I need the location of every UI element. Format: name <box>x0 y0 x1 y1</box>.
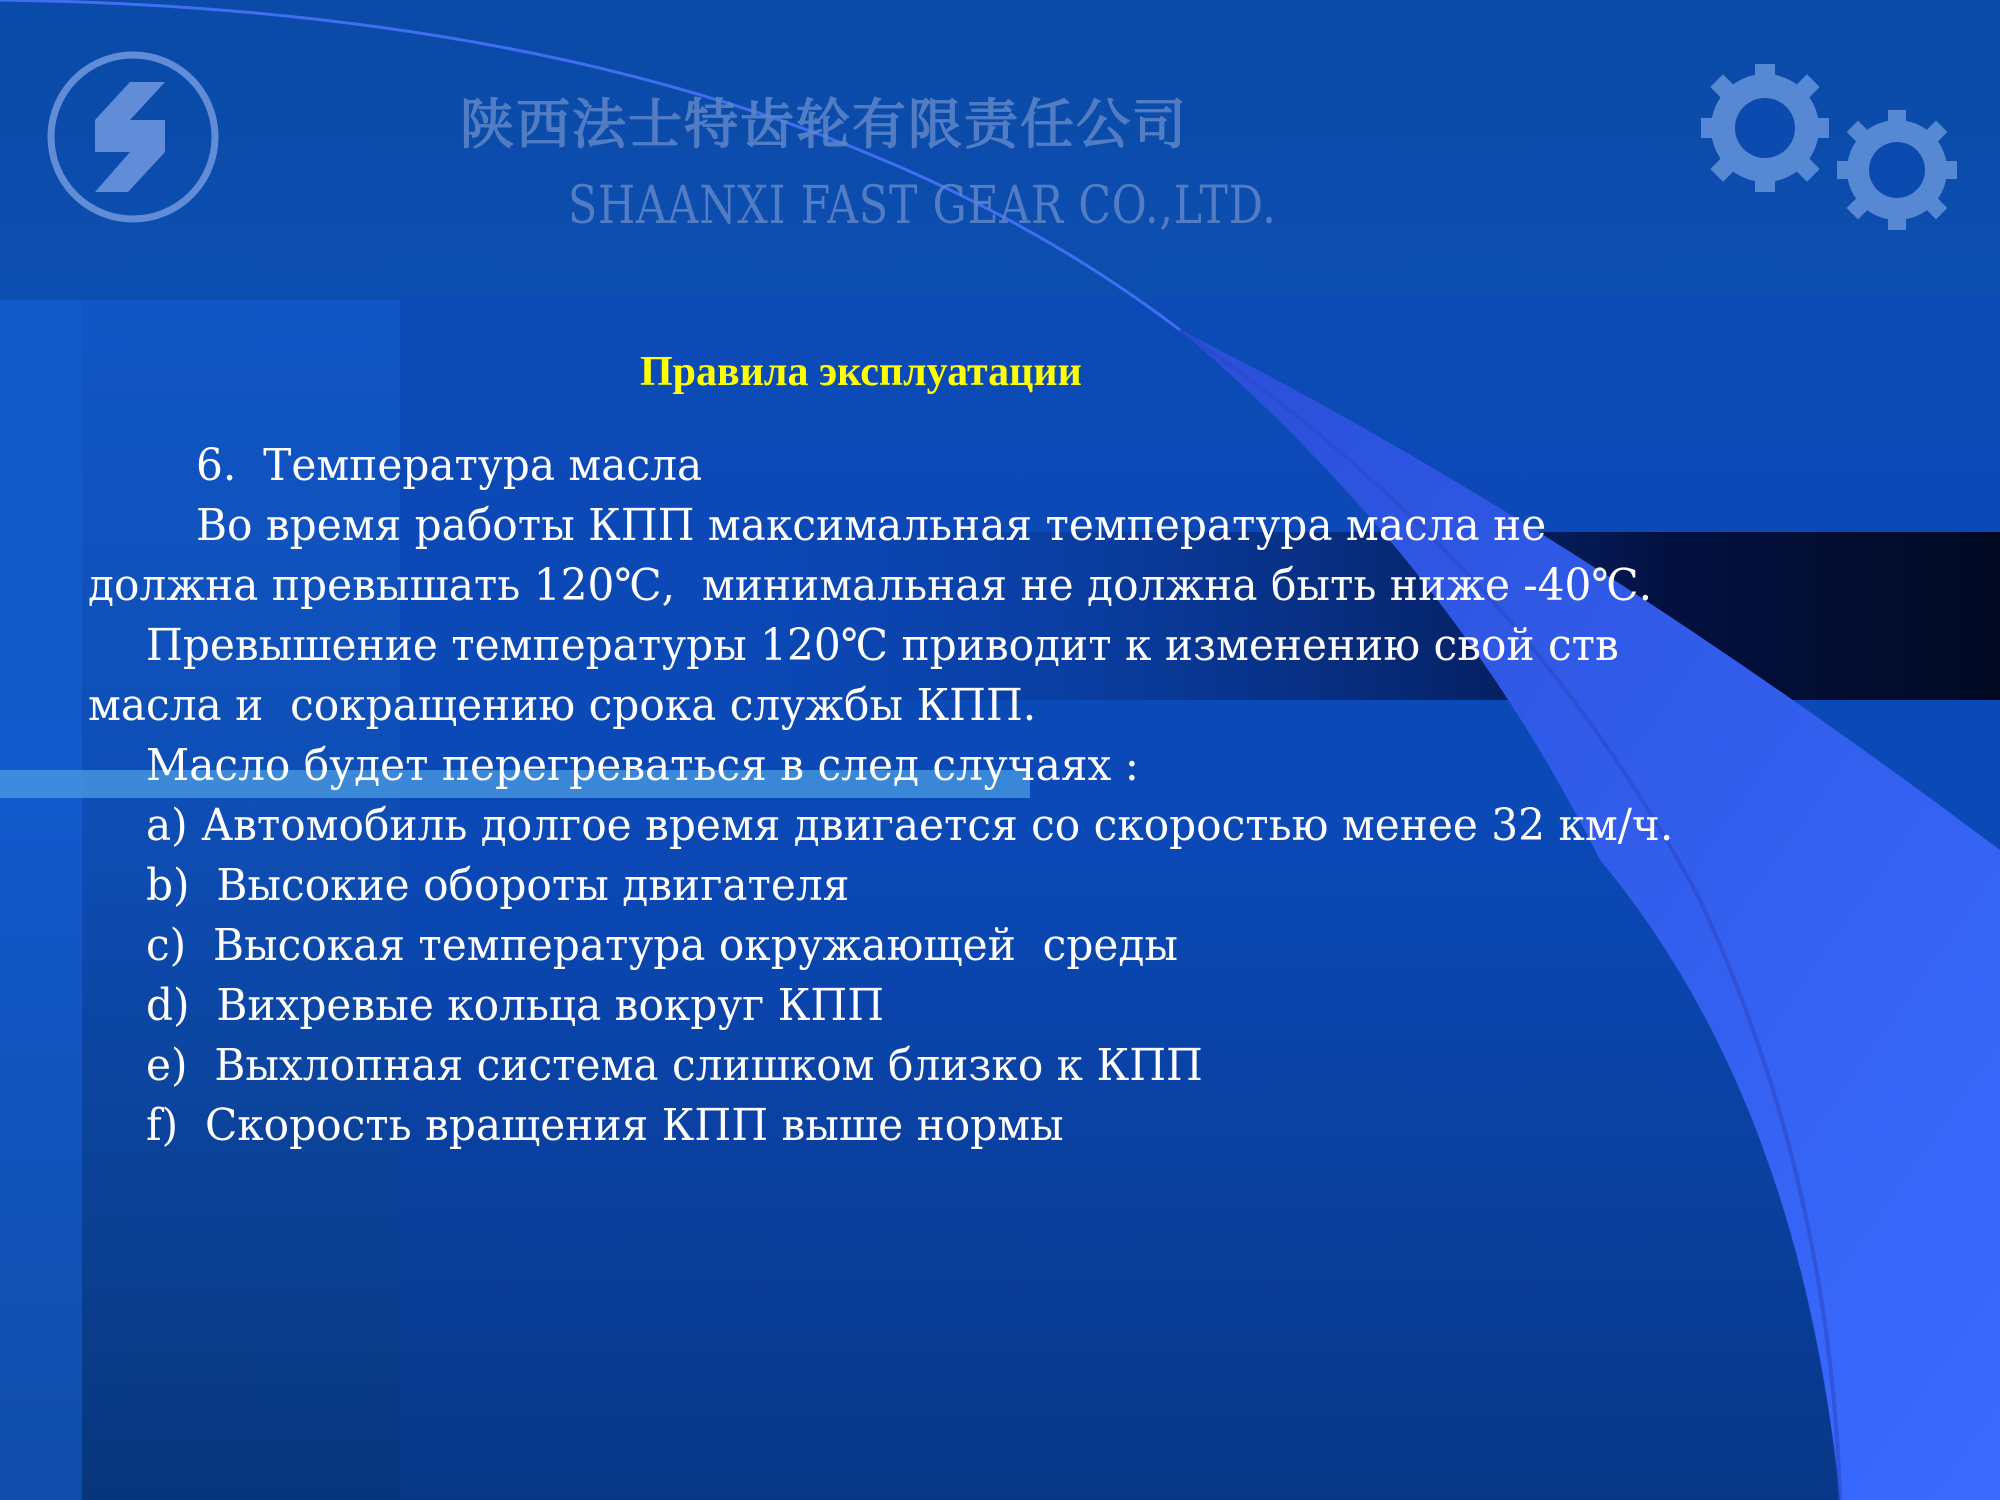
list-item: d) Вихревые кольца вокруг КПП <box>146 980 885 1031</box>
list-item: b) Высокие обороты двигателя <box>146 860 850 911</box>
paragraph-line: Превышение температуры 120℃ приводит к изменению свой ств <box>146 620 1619 671</box>
paragraph-line: Во время работы КПП максимальная температура масла не <box>196 500 1547 551</box>
company-name-chinese: 陕西法士特齿轮有限责任公司 <box>460 93 1188 156</box>
list-item: a) Автомобиль долгое время двигается со скоростью менее 32 км/ч. <box>146 800 1674 851</box>
paragraph-line: должна превышать 120℃, минимальная не должна быть ниже -40℃. <box>88 560 1653 611</box>
paragraph-line: масла и сокращению срока службы КПП. <box>88 680 1037 731</box>
company-name-english: SHAANXI FAST GEAR CO.,LTD. <box>568 176 1277 236</box>
paragraph-line: Масло будет перегреваться в след случаях : <box>146 740 1139 791</box>
slide-title: Правила эксплуатации <box>640 349 1082 395</box>
list-item: c) Высокая температура окружающей среды <box>146 920 1178 971</box>
list-item: e) Выхлопная система слишком близко к КПП <box>146 1040 1203 1091</box>
section-heading: 6. Температура масла <box>196 440 703 491</box>
list-item: f) Скорость вращения КПП выше нормы <box>146 1100 1064 1151</box>
